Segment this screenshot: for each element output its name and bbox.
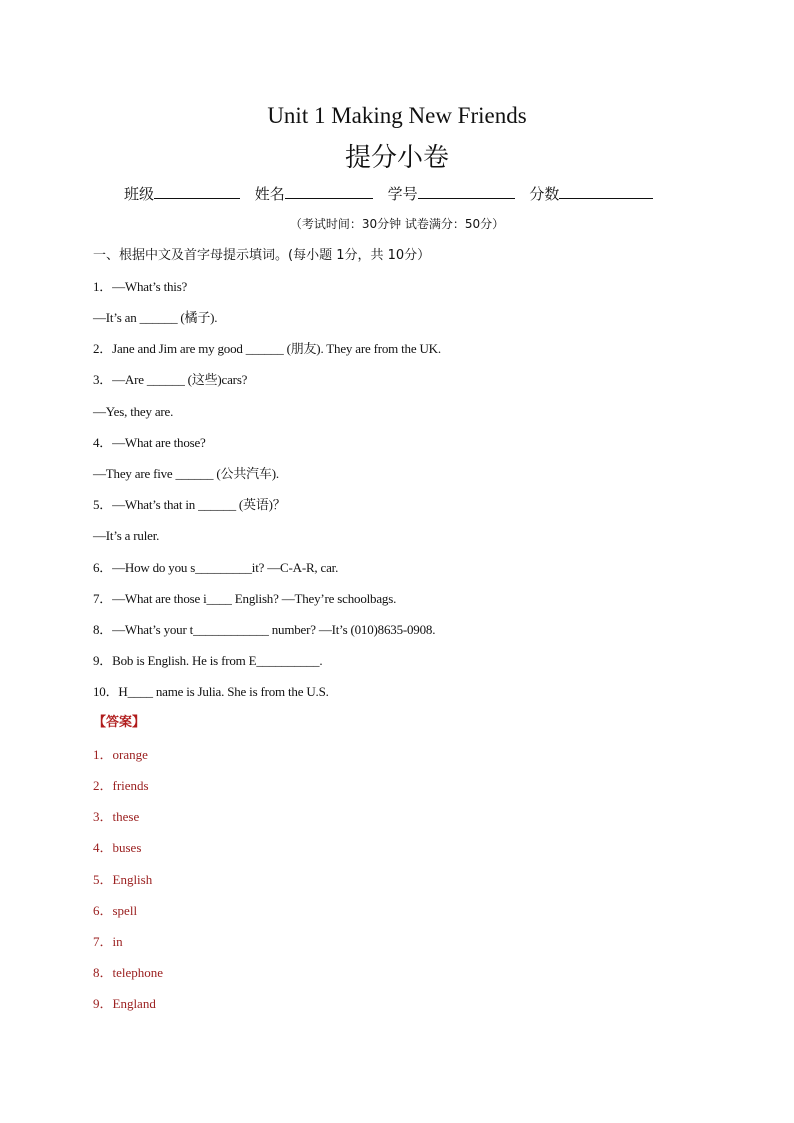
answer-heading: 【答案】 [93, 715, 146, 730]
question-line: 9．Bob is English. He is from E__________. [93, 653, 323, 668]
student-info-row [124, 183, 663, 205]
answer-item: 6．spell [93, 903, 138, 918]
page-subtitle: 提分小卷 [344, 143, 449, 173]
score-blank[interactable] [559, 183, 653, 199]
answer-item: 5．English [93, 872, 153, 887]
name-blank[interactable] [285, 183, 373, 199]
student-number-blank[interactable] [418, 183, 515, 199]
question-line: 3．—Are ______ (这些)cars? [93, 372, 248, 387]
answer-item: 1．orange [93, 747, 148, 762]
answer-item: 3．these [93, 809, 140, 824]
name-label: 姓名 [254, 185, 285, 203]
question-line: 10．H____ name is Julia. She is from the U.S. [93, 684, 329, 699]
student-number-label: 学号 [387, 185, 418, 203]
answer-item: 8．telephone [93, 965, 164, 980]
section-heading: 一、根据中文及首字母提示填词。(每小题 1分，共 10分） [93, 248, 431, 263]
question-line: 1．—What’s this? [93, 279, 188, 294]
question-line: 5．—What’s that in ______ (英语)？ [93, 497, 286, 512]
answer-item: 7．in [93, 934, 123, 949]
question-line: —It’s a ruler. [93, 528, 160, 543]
class-label: 班级 [124, 185, 155, 203]
question-line: —Yes, they are. [93, 404, 174, 419]
question-line: —They are five ______ (公共汽车). [93, 466, 279, 481]
question-line: 6．—How do you s_________it? —C-A-R, car. [93, 560, 339, 575]
question-line: —It’s an ______ (橘子). [93, 310, 218, 325]
answer-item: 4．buses [93, 840, 142, 855]
question-line: 2．Jane and Jim are my good ______ (朋友). They are from the UK. [93, 341, 441, 356]
class-blank[interactable] [154, 183, 240, 199]
answer-item: 9．England [93, 996, 156, 1011]
question-line: 8．—What’s your t____________ number? —It’s (010)8635-0908. [93, 622, 436, 637]
question-line: 4．—What are those? [93, 435, 206, 450]
page-title: Unit 1 Making New Friends [267, 103, 527, 128]
exam-info: （考试时间：30分钟 试卷满分：50分） [289, 217, 505, 231]
score-label: 分数 [529, 185, 560, 203]
answer-item: 2．friends [93, 778, 149, 793]
question-line: 7．—What are those i____ English? —They’re schoolbags. [93, 591, 397, 606]
